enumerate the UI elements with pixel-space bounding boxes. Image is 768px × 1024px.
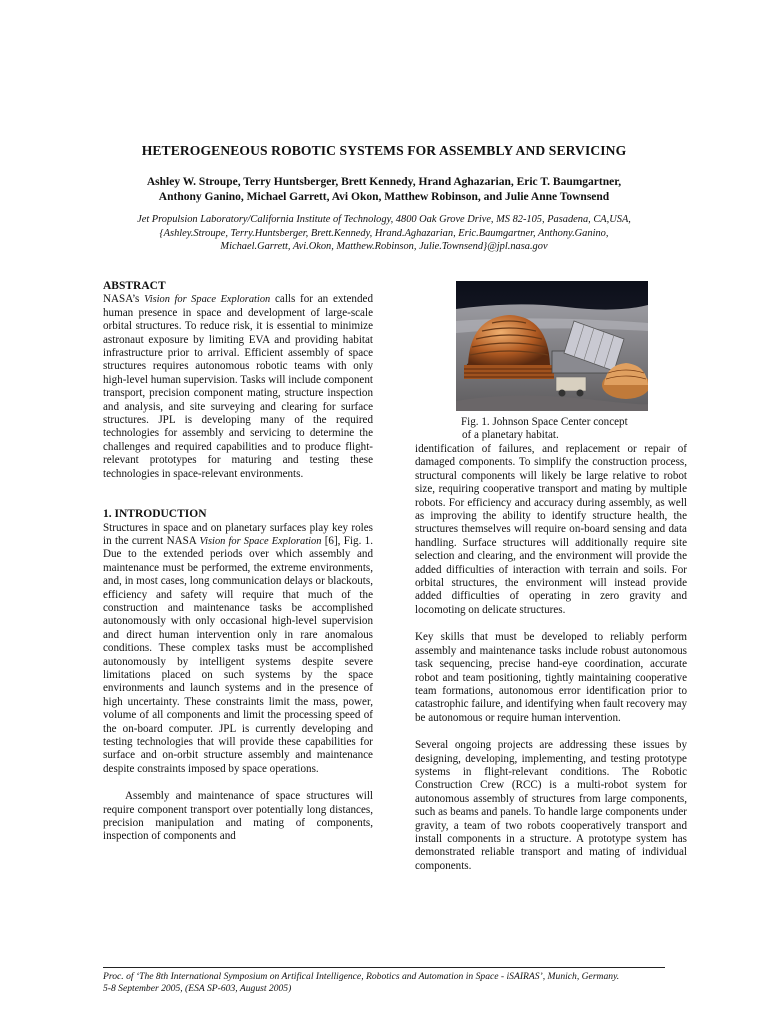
author-line: Anthony Ganino, Michael Garrett, Avi Okon, Matthew Robinson, and Julie Anne Townsend xyxy=(158,191,610,203)
figure-caption xyxy=(461,416,661,443)
footer-line: Proc. of ‘The 8th International Symposium on Artifical Intelligence, Robotics and Automation in Space - iSAIRAS’, Munich, Germany. xyxy=(103,971,620,982)
paper-title: HETEROGENEOUS ROBOTIC SYSTEMS FOR ASSEMBLY AND SERVICING xyxy=(141,143,627,158)
footer-divider xyxy=(103,967,665,968)
affiliation-line: {Ashley.Stroupe, Terry.Huntsberger, Brett.Kennedy, Hrand.Aghazarian, Eric.Baumgartner, Anthony.Ganino, xyxy=(159,227,609,239)
intro-paragraph: identification of failures, and replacement or repair of damaged components. To simplify the construction process, structural components will likely be large relative to robot size, requiring cooperative transport and mating by multiple robots. For efficiency and accuracy during assembly, as well as improving the ability to identify structure health, the structures themselves will require on-board sensing and data handling. Surface structures will additionally require site selection and clearing, and the environment will provide the added difficulties of interaction with terrain and soils. For orbital structures, the environment will instead provide added difficulties of operating in zero gravity and locomoting on delicate structures. xyxy=(415,443,687,616)
habitat-illustration-icon xyxy=(456,281,648,411)
affiliation-line: Michael.Garrett, Avi.Okon, Matthew.Robinson, Julie.Townsend}@jpl.nasa.gov xyxy=(220,241,548,252)
intro-paragraph: Key skills that must be developed to reliably perform assembly and maintenance tasks include robust autonomous task sequencing, precise hand-eye coordination, accurate robot and team positioning, tightly maintaining cooperative team formations, autonomous error identification prior to catastrophic failure, and identifying when fault recovery may be autonomous or require human intervention. xyxy=(415,631,687,724)
affiliation-line: Jet Propulsion Laboratory/California Institute of Technology, 4800 Oak Grove Drive, MS 82-105, Pasadena, CA,USA, xyxy=(137,214,631,225)
intro-paragraph: Assembly and maintenance of space structures will require component transport over potentially long distances, precision manipulation and mating of components, inspection of components and xyxy=(103,790,373,843)
footer-line: 5-8 September 2005, (ESA SP-603, August 2005) xyxy=(103,983,292,994)
author-line: Ashley W. Stroupe, Terry Huntsberger, Brett Kennedy, Hrand Aghazarian, Eric T. Baumgartner, xyxy=(146,176,622,188)
right-column xyxy=(415,443,687,873)
abstract-text: NASA’s Vision for Space Exploration calls for an extended human presence in space and development of large-scale orbital structures. To reduce risk, it is essential to minimize astronaut exposure by limiting EVA and providing habitat infrastructure prior to arrival. Efficient assembly of space structures requires autonomous robotic teams with only high-level human supervision. Tasks will include component transport, precision component mating, structure inspection and analysis, and site surveying and clearing for surface structures. JPL is developing many of the required technologies for assembly and servicing to determine the challenges and required capabilities and to produce flight-relevant prototypes for maturing and testing these technologies in space-relevant environments. xyxy=(103,293,373,480)
intro-heading: 1. INTRODUCTION xyxy=(103,508,207,521)
abstract-heading: ABSTRACT xyxy=(103,280,166,292)
proceedings-footer xyxy=(103,971,703,995)
intro-paragraph: Structures in space and on planetary surfaces play key roles in the current NASA Vision for Space Exploration [6], Fig. 1. Due to the extended periods over which assembly and maintenance must be performed, the extreme environments, and, in most cases, long communication delays or blackouts, efficiency and safety will require that much of the construction and maintenance tasks be accomplished autonomously with only occasional high-level supervision and direct human intervention only in rare anomalous conditions. These complex tasks must be accomplished autonomously by intelligent systems despite severe limitations placed on such systems by the space environments and launch systems and in the presence of high uncertainty. These constraints limit the mass, power, volume of all components and limit the processing speed of the on-board computer. JPL is currently developing and testing technologies that will provide these capabilities for surface and on-orbit structure assembly and maintenance despite constraints imposed by space operations. xyxy=(103,521,374,775)
left-column xyxy=(103,280,373,844)
habitat-concept-image xyxy=(456,281,648,411)
caption-line: of a planetary habitat. xyxy=(462,429,559,442)
caption-line: Fig. 1. Johnson Space Center concept xyxy=(461,416,628,428)
intro-paragraph: Several ongoing projects are addressing these issues by designing, developing, implementing, and testing prototype systems in flight-relevant conditions. The Robotic Construction Crew (RCC) is a multi-robot system for autonomous assembly of structures from large components, such as beams and panels. To handle large components under gravity, a team of two robots cooperatively transport and install components in a structure. A prototype system has demonstrated reliable transport and mating of individual components. xyxy=(415,739,687,872)
affiliation xyxy=(60,213,708,254)
author-list xyxy=(60,175,708,205)
